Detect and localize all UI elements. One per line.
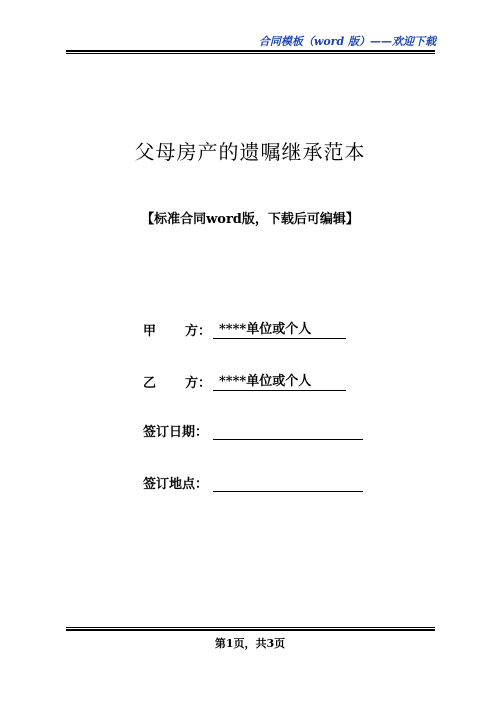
sign-place-label: 签订地点： — [143, 477, 209, 492]
header-template-label: 合同模板（word 版）——欢迎下载 — [258, 35, 436, 48]
party-b-label-suffix: 方： — [185, 376, 212, 391]
party-b-label — [143, 372, 213, 391]
party-b-label-char: 乙 — [143, 376, 157, 391]
sign-date-field[interactable] — [213, 423, 363, 440]
footer-divider-thick — [66, 629, 435, 631]
document-title: 父母房产的遗嘱继承范本 — [134, 140, 366, 164]
sign-date-row — [143, 421, 363, 440]
party-a-field[interactable]: ****单位或个人 — [213, 318, 346, 339]
party-a-label-suffix: 方： — [185, 324, 212, 339]
header-divider-thick — [66, 50, 435, 52]
header-divider-thin — [66, 53, 435, 54]
sign-date-label: 签订日期： — [143, 425, 209, 440]
party-b-row — [143, 370, 346, 391]
party-b-field[interactable]: ****单位或个人 — [213, 370, 346, 391]
party-a-row — [143, 318, 346, 339]
sign-place-row — [143, 473, 363, 492]
sign-place-field[interactable] — [213, 475, 363, 492]
party-a-label-char: 甲 — [143, 324, 157, 339]
party-a-label — [143, 320, 213, 339]
document-subtitle: 【标准合同word版，下载后可编辑】 — [141, 212, 359, 227]
page-number: 第1页，共3页 — [214, 637, 286, 650]
footer-divider-thin — [66, 627, 435, 628]
